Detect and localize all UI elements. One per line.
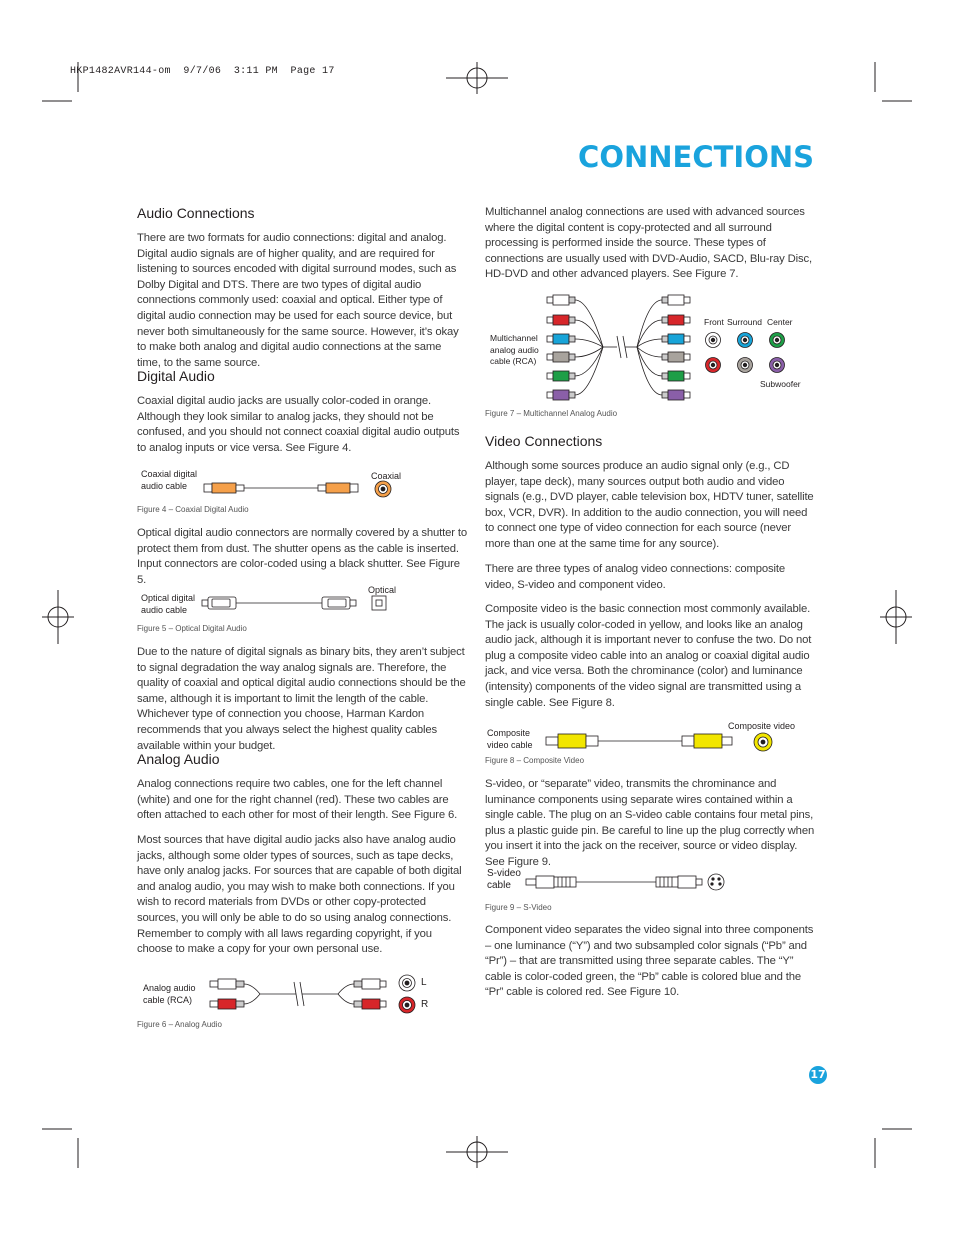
composite-cable-illustration: [542, 730, 778, 754]
audio-connections-heading: Audio Connections: [137, 205, 255, 221]
optical-cable-illustration: [198, 594, 398, 616]
fig6-cable-label: Analog audio cable (RCA): [143, 983, 196, 1005]
video-paragraph-5: Component video separates the video signal into three components – one luminance (“Y”) and two subsampled color signals (“Pb” and “Pr”) – that are transmitted using three separate cables. The “Y” cable is color-coded green, the “Pb” cable is colored blue and the “Pr” cable is colored red. See Figure 10.: [485, 924, 814, 999]
print-slug: HKP1482AVR144-om 9/7/06 3:11 PM Page 17: [70, 66, 335, 77]
analog-cable-illustration: [208, 972, 423, 1018]
fig4-caption: Figure 4 – Coaxial Digital Audio: [137, 505, 249, 514]
fig8-cable-label: Composite video cable: [487, 728, 533, 750]
fig7-cable-label: Multichannel analog audio cable (RCA): [490, 333, 539, 366]
video-paragraph-4: S-video, or “separate” video, transmits the chrominance and luminance components using separate wires contained within a single cable. The plug on an S-video cable contains four metal pins, plus a plastic guide pin. Be careful to line up the plug correctly when you insert it into the jack on the receiver, source or video display. See Figure 9.: [485, 778, 815, 868]
fig6-caption: Figure 6 – Analog Audio: [137, 1020, 222, 1029]
analog-paragraph-2: Most sources that have digital audio jacks also have analog audio jacks, although some older types of sources, such as tape decks, have only analog jacks. For sources that are capable of both digital and analog audio, you may wish to make both connections. If you wish to record materials from DVDs or other copy-protected sources, you will only be able to do so using analog connections. Remember to comply with all laws regarding copyright, if you choose to make a copy for your own personal use.: [137, 834, 462, 956]
digital-audio-heading: Digital Audio: [137, 368, 215, 384]
digital-paragraph-1: Coaxial digital audio jacks are usually color-coded in orange. Although they look similar to analog jacks, they should not be confused, and you should not connect coaxial digital audio outputs to analog inputs or vice versa. See Figure 4.: [137, 395, 460, 454]
analog-paragraph-1: Analog connections require two cables, one for the left channel (white) and one for the right channel (red). These two cables are often attached to each other for most of their length. See Figure 6.: [137, 778, 458, 822]
multichannel-cable-illustration: [545, 294, 795, 406]
fig5-caption: Figure 5 – Optical Digital Audio: [137, 624, 247, 633]
fig7-surround-label: Surround: [727, 317, 762, 327]
multichannel-paragraph: Multichannel analog connections are used with advanced sources where the digital content is copy-protected and all surround processing is performed inside the source. These types of connections are usually used with DVD-Audio, SACD, Blu-ray Disc, HD-DVD and other advanced players. See Figure 7.: [485, 206, 812, 281]
fig7-center-label: Center: [767, 317, 793, 327]
digital-paragraph-3: Due to the nature of digital signals as binary bits, they aren’t subject to signal degradation the way analog signals are. Therefore, the quality of coaxial and optical digital audio connections should be the same, although it is important to limit the length of the cable. Whichever type of connection you choose, Harman Kardon recommends that you always select the highest quality cables available within your budget.: [137, 646, 466, 752]
s-video-cable-illustration: [522, 872, 732, 894]
fig5-jack-label: Optical: [368, 585, 397, 595]
video-connections-heading: Video Connections: [485, 433, 603, 449]
fig9-cable-label: S-video cable: [487, 868, 521, 891]
page-number: 17: [809, 1066, 827, 1084]
coaxial-cable-illustration: [200, 478, 400, 502]
video-paragraph-2: There are three types of analog video connections: composite video, S-video and component video.: [485, 563, 785, 591]
digital-paragraph-2: Optical digital audio connectors are normally covered by a shutter to protect them from dust. The shutter opens as the cable is inserted. Input connectors are color-coded using a black shutter. See Figure 5.: [137, 527, 467, 586]
fig5-cable-label: Optical digital audio cable: [141, 593, 196, 615]
page-title: CONNECTIONS: [578, 140, 814, 174]
fig9-caption: Figure 9 – S-Video: [485, 903, 552, 912]
video-paragraph-1: Although some sources produce an audio signal only (e.g., CD player, tape deck), many sources output both audio and video signals (e.g., DVD player, cable television box, HDTV tuner, satellite box, VCR, DVR). In addition to the audio connection, you will need to connect one type of video connection for each source (never more than one at the same time for any source).: [485, 460, 814, 550]
fig7-caption: Figure 7 – Multichannel Analog Audio: [485, 409, 618, 418]
video-paragraph-3: Composite video is the basic connection most commonly available. The jack is usually color-coded in yellow, and looks like an analog audio jack, although it is important never to confuse the two. Do not plug a composite video cable into an analog or coaxial digital audio jack, and vice versa. Both the chrominance (color) and luminance (intensity) components of the video signal are transmitted using a single cable. See Figure 8.: [485, 603, 812, 709]
fig4-jack-label: Coaxial: [371, 471, 402, 481]
fig6-left-label: L: [421, 977, 427, 988]
fig8-caption: Figure 8 – Composite Video: [485, 756, 585, 765]
fig7-subwoofer-label: Subwoofer: [760, 379, 801, 389]
fig8-jack-label: Composite video: [728, 721, 796, 731]
fig4-cable-label: Coaxial digital audio cable: [141, 469, 198, 491]
fig7-front-label: Front: [704, 317, 724, 327]
analog-audio-heading: Analog Audio: [137, 751, 220, 767]
audio-paragraph-1: There are two formats for audio connections: digital and analog. Digital audio signals are of higher quality, and are required for listening to sources encoded with digital surround modes, such as Dolby Digital and DTS. There are two types of digital audio connections commonly used: coaxial and optical. Either type of digital audio connection may be used for each source device, but never both simultaneously for the same source. However, it’s okay to make both analog and digital audio connections at the same time, to the same source.: [137, 232, 459, 369]
fig6-right-label: R: [421, 999, 429, 1010]
